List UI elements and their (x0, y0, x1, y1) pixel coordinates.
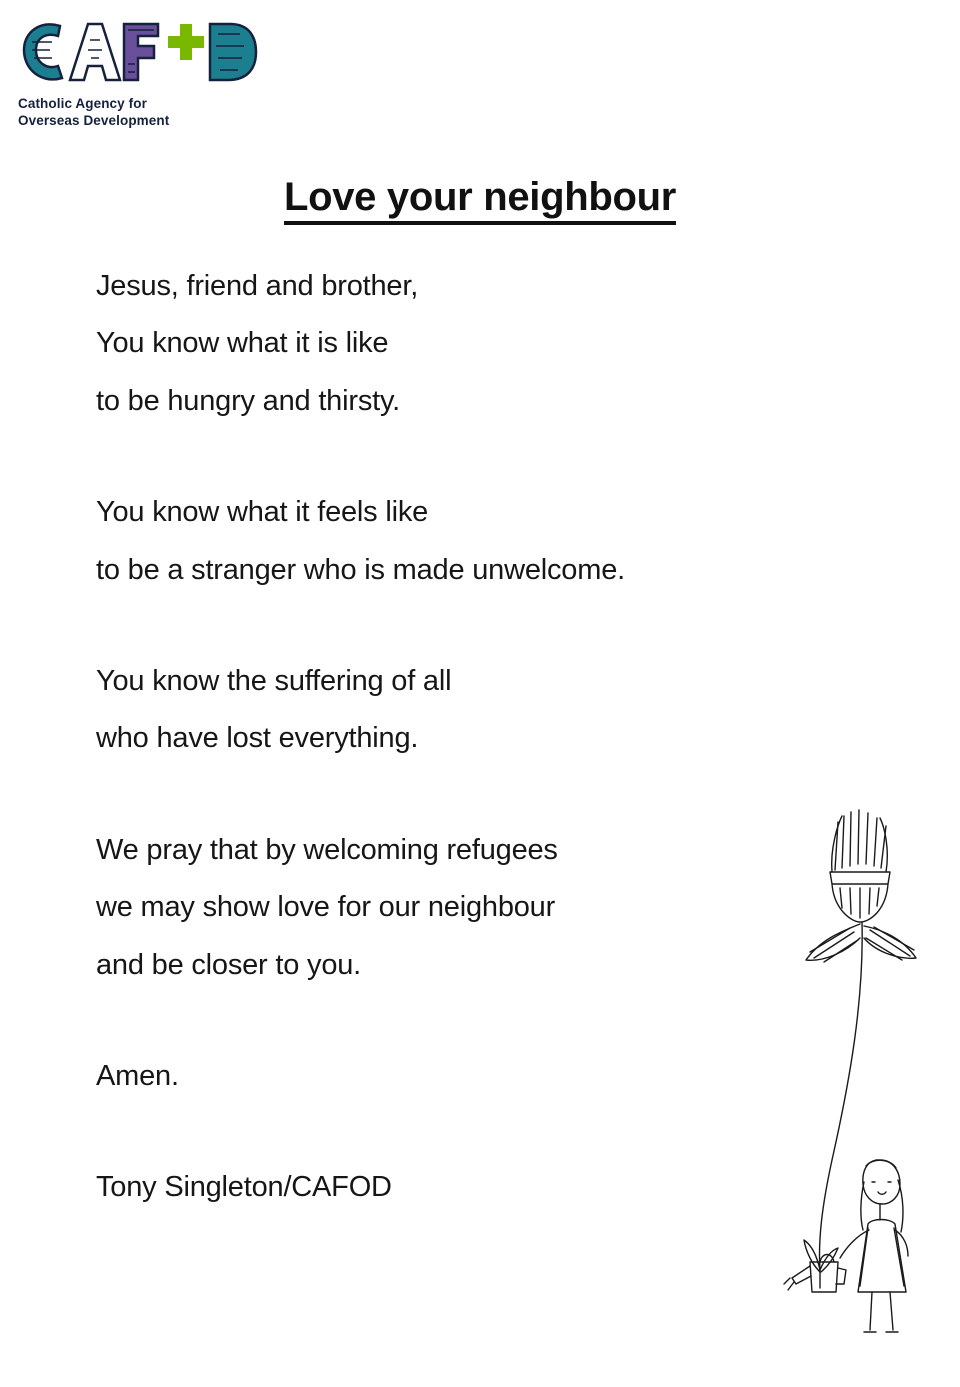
logo-tagline-line2: Overseas Development (18, 112, 170, 128)
stanza (96, 258, 836, 430)
prayer-line: We pray that by welcoming refugees (96, 833, 558, 866)
prayer-line: who have lost everything. (96, 722, 419, 755)
flower-head (830, 810, 890, 922)
prayer-line: You know the suffering of all (96, 665, 452, 698)
prayer-line: Amen. (96, 1060, 179, 1093)
watering-can (784, 1255, 846, 1293)
logo-tagline-line1: Catholic Agency for (18, 96, 147, 111)
prayer-line: and be closer to you. (96, 948, 362, 981)
sprout (804, 1240, 838, 1288)
prayer-body (96, 258, 836, 1217)
logo-tagline (18, 96, 278, 130)
flower-leaves (806, 924, 916, 962)
cafod-logo (18, 14, 278, 130)
prayer-line: You know what it feels like (96, 496, 429, 529)
prayer-line: to be hungry and thirsty. (96, 384, 400, 417)
page-title (0, 175, 960, 220)
stanza (96, 653, 836, 768)
girl-figure (840, 1160, 908, 1332)
prayer-line: Jesus, friend and brother, (96, 270, 419, 302)
stanza (96, 484, 836, 599)
prayer-line: You know what it is like (96, 327, 389, 360)
flower-stem (820, 922, 863, 1270)
stanza-amen (96, 1048, 836, 1105)
prayer-line: to be a stranger who is made unwelcome. (96, 553, 625, 586)
girl-watering-flower-icon (780, 800, 950, 1360)
stanza (96, 822, 836, 994)
author-credit: Tony Singleton/CAFOD (96, 1171, 392, 1204)
prayer-line: we may show love for our neighbour (96, 891, 556, 924)
cafod-wordmark-icon (18, 14, 258, 92)
page-title-text: Love your neighbour (284, 175, 676, 225)
stanza-attribution (96, 1159, 836, 1216)
